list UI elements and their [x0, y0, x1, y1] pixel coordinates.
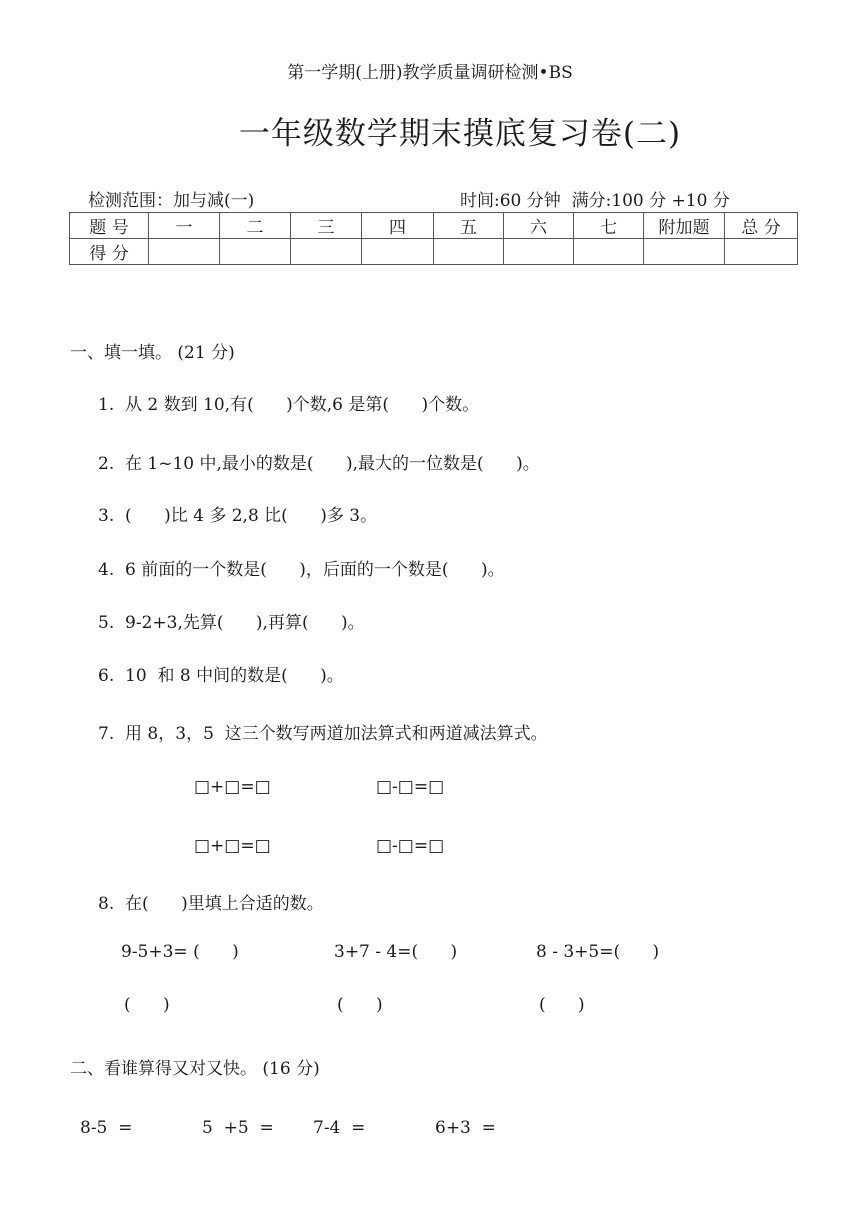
score-table-cell: 一	[149, 213, 220, 239]
exam-scope: 检测范围：加与减(一)	[88, 191, 255, 211]
q8-equation-3[interactable]: 8 - 3+5=( )	[536, 942, 660, 962]
score-table-cell: 四	[362, 213, 434, 239]
section1-heading: 一、填一填。 (21 分)	[70, 343, 235, 363]
exam-time-score: 时间:60 分钟 满分:100 分 +10 分	[460, 191, 730, 211]
q8-equation-1[interactable]: 9-5+3= ( )	[121, 942, 239, 962]
q7-addition-1[interactable]: □+□=□	[194, 777, 271, 797]
score-table-score-row	[70, 239, 798, 265]
score-cell-blank[interactable]	[434, 239, 504, 265]
q8-equation-2[interactable]: 3+7 - 4=( )	[334, 942, 458, 962]
question-8: 8. 在( )里填上合适的数。	[98, 894, 324, 914]
question-5: 5. 9-2+3,先算( ),再算( )。	[98, 613, 365, 633]
calc-item-4[interactable]: 6+3 =	[435, 1118, 496, 1138]
question-1: 1. 从 2 数到 10,有( )个数,6 是第( )个数。	[98, 395, 480, 415]
score-table	[69, 212, 798, 265]
q8-blank-1[interactable]: ( )	[124, 995, 170, 1015]
score-cell-blank[interactable]	[574, 239, 644, 265]
q8-blank-2[interactable]: ( )	[337, 995, 383, 1015]
score-table-cell: 题 号	[70, 213, 149, 239]
question-4: 4. 6 前面的一个数是( )，后面的一个数是( )。	[98, 560, 505, 580]
score-cell-blank[interactable]	[362, 239, 434, 265]
score-table-cell: 得 分	[70, 239, 149, 265]
score-cell-blank[interactable]	[149, 239, 220, 265]
score-table-header-row	[70, 213, 798, 239]
score-table-cell: 三	[291, 213, 362, 239]
score-table-cell: 总 分	[725, 213, 798, 239]
score-table-cell: 附加题	[644, 213, 725, 239]
question-6: 6. 10 和 8 中间的数是( )。	[98, 666, 344, 686]
score-cell-blank[interactable]	[725, 239, 798, 265]
score-cell-blank[interactable]	[504, 239, 574, 265]
exam-title: 一年级数学期末摸底复习卷(二)	[238, 116, 682, 152]
score-cell-blank[interactable]	[291, 239, 362, 265]
calc-item-2[interactable]: 5 +5 =	[202, 1118, 274, 1138]
section2-heading: 二、看谁算得又对又快。 (16 分)	[70, 1059, 320, 1079]
q7-subtraction-2[interactable]: □-□=□	[376, 836, 445, 856]
question-2: 2. 在 1~10 中,最小的数是( ),最大的一位数是( )。	[98, 454, 540, 474]
score-table-cell: 五	[434, 213, 504, 239]
calc-item-3[interactable]: 7-4 =	[313, 1118, 366, 1138]
score-table-cell: 二	[220, 213, 291, 239]
score-table-cell: 七	[574, 213, 644, 239]
q8-blank-3[interactable]: ( )	[539, 995, 585, 1015]
exam-subtitle: 第一学期(上册)教学质量调研检测•BS	[287, 63, 573, 83]
score-cell-blank[interactable]	[644, 239, 725, 265]
q7-subtraction-1[interactable]: □-□=□	[376, 777, 445, 797]
question-7: 7. 用 8，3，5 这三个数写两道加法算式和两道减法算式。	[98, 724, 548, 744]
calc-item-1[interactable]: 8-5 =	[80, 1118, 133, 1138]
question-3: 3. ( )比 4 多 2,8 比( )多 3。	[98, 506, 378, 526]
q7-addition-2[interactable]: □+□=□	[194, 836, 271, 856]
score-table-cell: 六	[504, 213, 574, 239]
score-cell-blank[interactable]	[220, 239, 291, 265]
